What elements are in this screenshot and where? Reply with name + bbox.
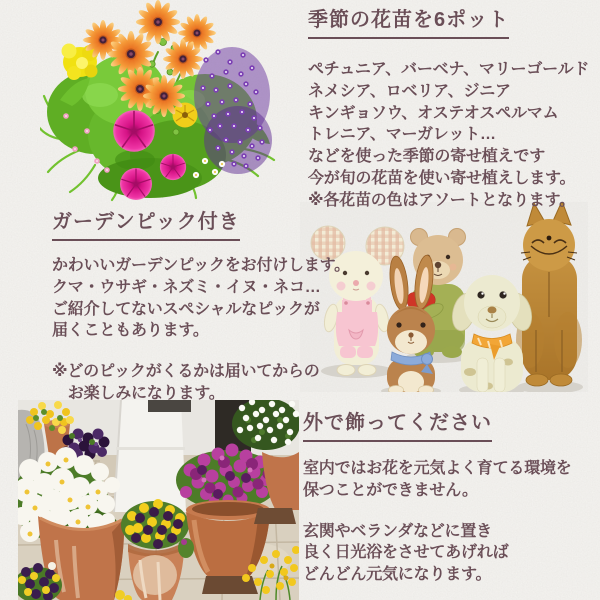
section-outdoor-display: [303, 406, 572, 586]
picks-description: [52, 255, 350, 405]
outdoor-line: どんどん元気になります。: [303, 566, 492, 584]
picks-note: お楽しみになります。: [52, 384, 225, 402]
plants-line: などを使った季節の寄せ植えです: [308, 148, 546, 166]
outdoor-pots-photo: [18, 400, 299, 600]
plants-description: [308, 59, 589, 212]
outdoor-description: [303, 458, 572, 586]
paragraph-gap: [303, 502, 572, 521]
picks-heading: ガーデンピック付き: [52, 205, 240, 241]
outdoor-heading: 外で飾ってください: [303, 406, 492, 442]
section-garden-pick: [52, 205, 350, 405]
section-seasonal-plants: [308, 3, 589, 212]
outdoor-line: 玄関やベランダなどに置き: [303, 522, 492, 540]
outdoor-line: 良く日光浴をさせてあげれば: [303, 544, 509, 562]
paragraph-gap: [52, 342, 350, 361]
plants-line: ネメシア、ロベリア、ジニア: [308, 82, 511, 100]
plants-heading: 季節の花苗を6ポット: [308, 3, 509, 39]
picks-line: ご紹介してないスペシャルなピックが: [52, 300, 320, 318]
outdoor-line: 保つことができません。: [303, 481, 478, 499]
picks-line: クマ・ウサギ・ネズミ・イヌ・ネコ…: [52, 278, 321, 296]
picks-line: かわいいガーデンピックをお付けします。: [52, 257, 350, 274]
outdoor-line: 室内ではお花を元気よく育てる環境を: [303, 460, 572, 477]
plants-note: ※各花苗の色はアソートとなります。: [308, 191, 575, 209]
plants-line: ペチュニア、バーベナ、マリーゴールド: [308, 61, 590, 78]
picks-line: 届くこともあります。: [52, 322, 209, 340]
plants-line: 今が旬の花苗を使い寄せ植えします。: [308, 169, 576, 187]
picks-note: ※どのピックがくるかは届いてからの: [52, 363, 320, 381]
plants-line: キンギョソウ、オステオスペルマム: [308, 104, 559, 122]
plants-line: トレニア、マーガレット…: [308, 126, 496, 144]
seasonal-flowers-photo: [40, 0, 280, 205]
white-pillar: [114, 400, 191, 512]
